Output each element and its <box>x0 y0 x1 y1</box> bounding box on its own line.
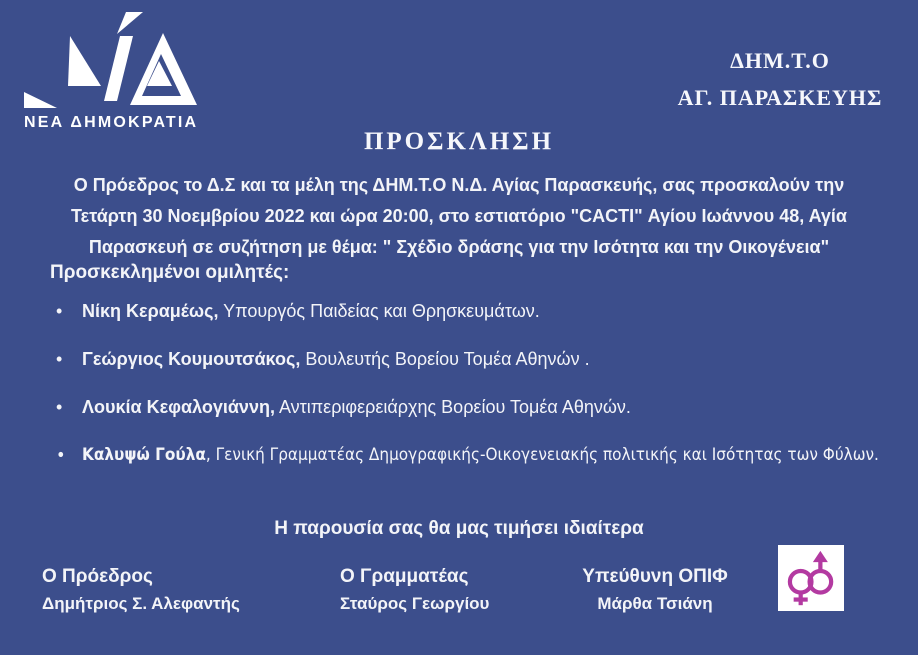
gender-icon-box <box>778 545 844 611</box>
speaker-role: Υπουργός Παιδείας και Θρησκευμάτων. <box>218 301 540 321</box>
signature-title: Ο Γραμματέας <box>340 566 469 587</box>
bullet-icon: • <box>56 397 63 417</box>
speaker-item <box>56 442 896 469</box>
signature-title: Υπεύθυνη ΟΠΙΦ <box>582 566 728 587</box>
speaker-role: , Γενική Γραμματέας Δημογραφικής-Οικογενειακής πολιτικής και Ισότητας των Φύλων. <box>205 445 879 465</box>
signature-opif <box>570 566 740 614</box>
speaker-item <box>56 298 896 325</box>
org-line2: ΑΓ. ΠΑΡΑΣΚΕΥΗΣ <box>677 85 883 110</box>
speaker-item <box>56 346 896 373</box>
speaker-name: Νίκη Κεραμέως, <box>82 301 219 321</box>
signature-name: Σταύρος Γεωργίου <box>340 594 490 613</box>
gender-symbols-icon <box>781 548 841 608</box>
speaker-item <box>56 394 896 421</box>
speakers-list <box>56 298 896 490</box>
signature-name: Μάρθα Τσιάνη <box>597 594 713 613</box>
speaker-role: Βουλευτής Βορείου Τομέα Αθηνών . <box>300 349 590 369</box>
party-logo <box>4 8 214 132</box>
signature-title: Ο Πρόεδρος <box>42 566 153 587</box>
speaker-name: Λουκία Κεφαλογιάννη, <box>82 397 275 417</box>
party-name: ΝΕΑ ΔΗΜΟΚΡΑΤΙΑ <box>24 114 199 131</box>
bullet-icon: • <box>56 349 63 369</box>
page-title: ΠΡΟΣΚΛΗΣΗ <box>363 128 555 155</box>
signature-name: Δημήτριος Σ. Αλεφαντής <box>42 594 240 613</box>
intro-line1: Ο Πρόεδρος το Δ.Σ και τα μέλη της ΔΗΜ.Τ.Ο Ν.Δ. Αγίας Παρασκευής, σας προσκαλούν την <box>73 175 845 195</box>
intro-paragraph <box>20 170 898 263</box>
org-block <box>655 42 905 116</box>
speaker-name: Γεώργιος Κουμουτσάκος, <box>82 349 301 369</box>
closing-line: Η παρουσία σας θα μας τιμήσει ιδιαίτερα <box>274 518 644 539</box>
speaker-name: Καλυψώ Γούλα <box>82 445 206 465</box>
signature-secretary <box>340 566 489 614</box>
bullet-icon: • <box>56 445 66 466</box>
signature-president <box>42 566 240 614</box>
intro-line3: Παρασκευή σε συζήτηση με θέμα: " Σχέδιο δράσης για την Ισότητα και την Οικογένεια" <box>88 237 830 257</box>
intro-line2: Τετάρτη 30 Νοεμβρίου 2022 και ώρα 20:00, στο εστιατόριο "CACTI" Αγίου Ιωάννου 48, Αγία <box>71 206 847 226</box>
nd-triangles-logo-icon <box>4 8 204 110</box>
org-line1: ΔΗΜ.Τ.Ο <box>730 48 830 73</box>
speaker-role: Αντιπεριφερειάρχης Βορείου Τομέα Αθηνών. <box>274 397 631 417</box>
bullet-icon: • <box>56 301 63 321</box>
speakers-heading: Προσκεκλημένοι ομιλητές: <box>50 262 290 283</box>
